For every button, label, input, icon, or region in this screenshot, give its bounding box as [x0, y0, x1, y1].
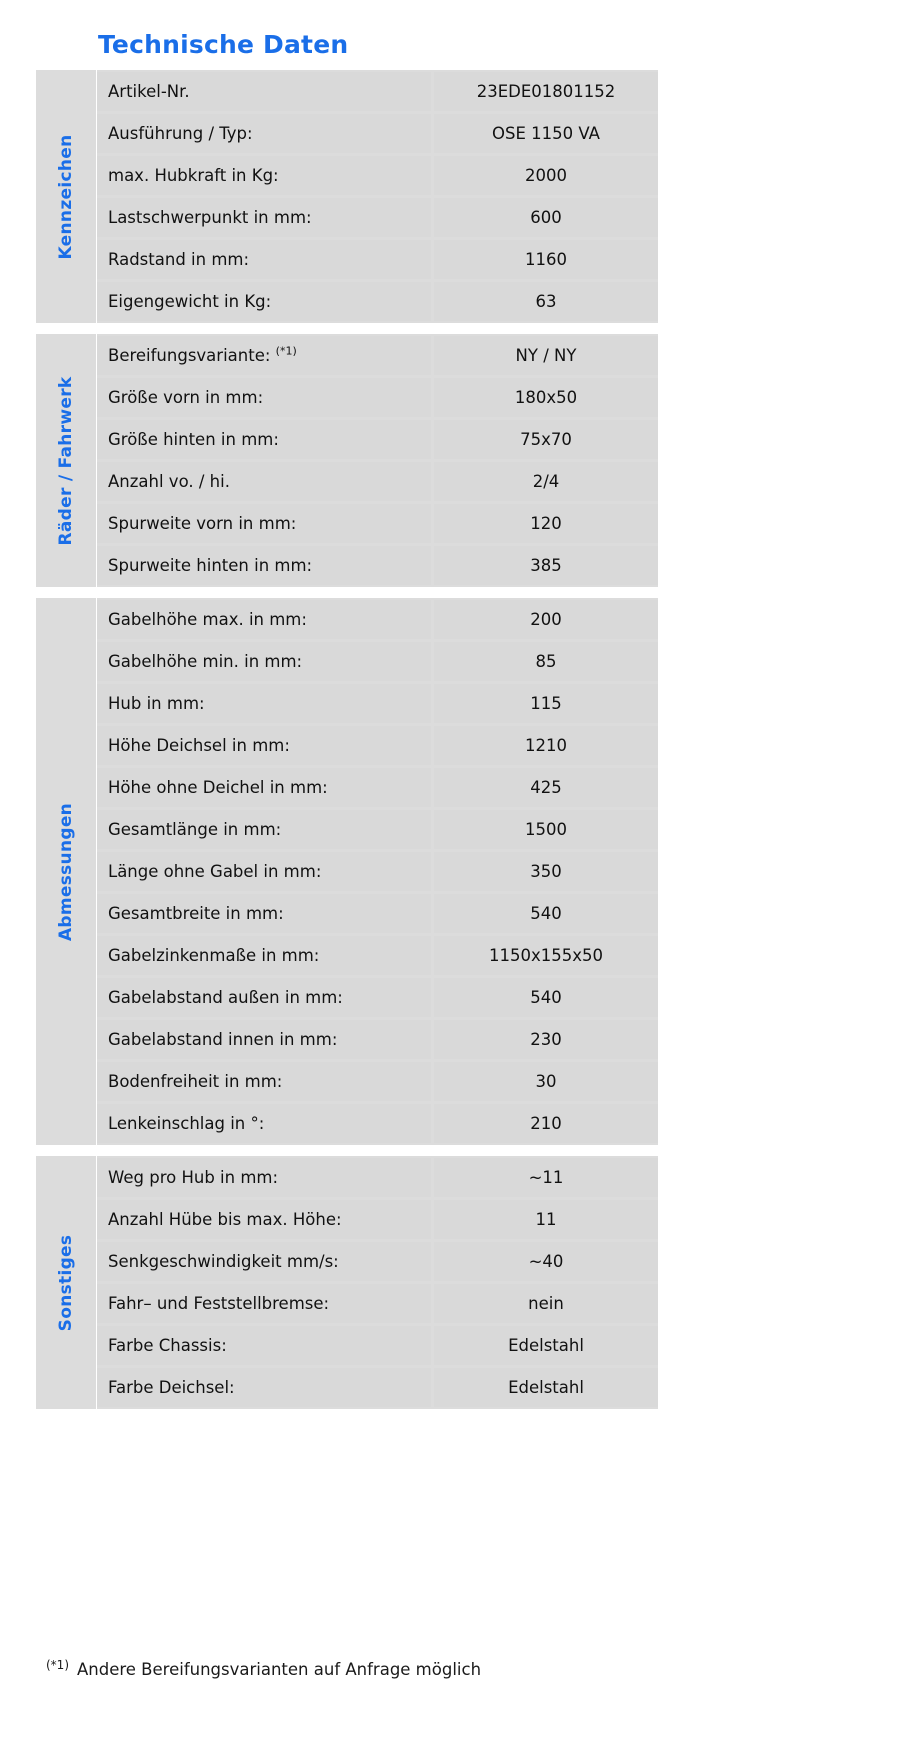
- row-value: 180x50: [434, 378, 658, 417]
- table-row: [97, 1104, 658, 1143]
- row-label-text: Hub in mm:: [108, 694, 205, 713]
- row-label-text: Fahr– und Feststellbremse:: [108, 1294, 330, 1313]
- spec-section: [36, 70, 658, 323]
- row-label-text: Gabelabstand innen in mm:: [108, 1030, 338, 1049]
- row-value: 30: [434, 1062, 658, 1101]
- row-label: [97, 336, 431, 375]
- row-value: 2000: [434, 156, 658, 195]
- table-row: [97, 852, 658, 891]
- row-value: 1210: [434, 726, 658, 765]
- row-label-text: Bodenfreiheit in mm:: [108, 1072, 283, 1091]
- row-value: 200: [434, 600, 658, 639]
- row-value: 115: [434, 684, 658, 723]
- section-rows: [97, 70, 658, 323]
- row-label-text: Größe hinten in mm:: [108, 430, 279, 449]
- section-category-label: Kennzeichen: [56, 134, 76, 259]
- table-row: [97, 1368, 658, 1407]
- row-value: 85: [434, 642, 658, 681]
- row-value: 1160: [434, 240, 658, 279]
- table-row: [97, 240, 658, 279]
- row-label: [97, 198, 431, 237]
- row-label-text: Spurweite hinten in mm:: [108, 556, 313, 575]
- table-row: [97, 336, 658, 375]
- row-value: 540: [434, 978, 658, 1017]
- row-label-text: Gesamtlänge in mm:: [108, 820, 282, 839]
- row-value: 350: [434, 852, 658, 891]
- row-label: [97, 894, 431, 933]
- row-label: [97, 1326, 431, 1365]
- row-label: [97, 462, 431, 501]
- table-row: [97, 282, 658, 321]
- row-label: [97, 1104, 431, 1143]
- row-label-text: Farbe Deichsel:: [108, 1378, 235, 1397]
- row-label: [97, 378, 431, 417]
- row-value: ~40: [434, 1242, 658, 1281]
- table-row: [97, 462, 658, 501]
- row-label-text: Gabelabstand außen in mm:: [108, 988, 343, 1007]
- row-label-text: Gabelhöhe max. in mm:: [108, 610, 307, 629]
- table-row: [97, 546, 658, 585]
- row-label: [97, 684, 431, 723]
- table-row: [97, 894, 658, 933]
- row-value: 23EDE01801152: [434, 72, 658, 111]
- row-value: ~11: [434, 1158, 658, 1197]
- page-title: Technische Daten: [98, 30, 349, 59]
- footnote-marker: (*1): [46, 1657, 69, 1672]
- row-label: [97, 852, 431, 891]
- row-label: [97, 1020, 431, 1059]
- row-value: 540: [434, 894, 658, 933]
- row-label: [97, 156, 431, 195]
- row-label: [97, 936, 431, 975]
- row-label-text: Artikel-Nr.: [108, 82, 190, 101]
- row-value: 425: [434, 768, 658, 807]
- section-category-label: Sonstiges: [56, 1234, 76, 1331]
- row-label: [97, 72, 431, 111]
- footnote-text: Andere Bereifungsvarianten auf Anfrage möglich: [77, 1660, 482, 1679]
- row-label: [97, 420, 431, 459]
- table-row: [97, 504, 658, 543]
- row-label-text: Höhe ohne Deichel in mm:: [108, 778, 328, 797]
- table-row: [97, 684, 658, 723]
- row-value: 63: [434, 282, 658, 321]
- row-label: [97, 1158, 431, 1197]
- row-value: 11: [434, 1200, 658, 1239]
- row-value: 1150x155x50: [434, 936, 658, 975]
- row-label-text: Gabelhöhe min. in mm:: [108, 652, 303, 671]
- row-label: [97, 768, 431, 807]
- section-category-cell: [36, 598, 97, 1145]
- table-row: [97, 810, 658, 849]
- row-label-text: max. Hubkraft in Kg:: [108, 166, 279, 185]
- section-category-cell: [36, 1156, 97, 1409]
- row-label-text: Farbe Chassis:: [108, 1336, 227, 1355]
- row-value: 230: [434, 1020, 658, 1059]
- row-label-text: Lastschwerpunkt in mm:: [108, 208, 312, 227]
- table-row: [97, 114, 658, 153]
- section-rows: [97, 334, 658, 587]
- table-row: [97, 642, 658, 681]
- section-category-cell: [36, 334, 97, 587]
- table-row: [97, 1062, 658, 1101]
- table-row: [97, 72, 658, 111]
- table-row: [97, 198, 658, 237]
- row-label-text: Höhe Deichsel in mm:: [108, 736, 290, 755]
- row-value: NY / NY: [434, 336, 658, 375]
- row-label-text: Ausführung / Typ:: [108, 124, 253, 143]
- section-category-cell: [36, 70, 97, 323]
- table-row: [97, 156, 658, 195]
- table-row: [97, 1200, 658, 1239]
- row-label: [97, 600, 431, 639]
- spec-section: [36, 334, 658, 587]
- row-label: [97, 978, 431, 1017]
- row-label-text: Bereifungsvariante:: [108, 346, 271, 365]
- row-value: OSE 1150 VA: [434, 114, 658, 153]
- row-label-text: Länge ohne Gabel in mm:: [108, 862, 322, 881]
- row-label-text: Größe vorn in mm:: [108, 388, 264, 407]
- row-value: 210: [434, 1104, 658, 1143]
- spec-section: [36, 598, 658, 1145]
- table-row: [97, 726, 658, 765]
- row-label: [97, 546, 431, 585]
- table-row: [97, 768, 658, 807]
- row-value: 2/4: [434, 462, 658, 501]
- spec-section: [36, 1156, 658, 1409]
- row-label-text: Spurweite vorn in mm:: [108, 514, 297, 533]
- row-label: [97, 1200, 431, 1239]
- row-value: 1500: [434, 810, 658, 849]
- row-label-text: Gesamtbreite in mm:: [108, 904, 284, 923]
- table-row: [97, 378, 658, 417]
- row-label-superscript: (*1): [275, 344, 297, 358]
- row-label-text: Weg pro Hub in mm:: [108, 1168, 279, 1187]
- row-label-text: Eigengewicht in Kg:: [108, 292, 272, 311]
- row-label: [97, 1242, 431, 1281]
- table-row: [97, 1242, 658, 1281]
- row-label-text: Anzahl Hübe bis max. Höhe:: [108, 1210, 342, 1229]
- table-row: [97, 1158, 658, 1197]
- section-category-label: Abmessungen: [56, 802, 76, 941]
- row-label: [97, 282, 431, 321]
- section-rows: [97, 598, 658, 1145]
- table-row: [97, 1326, 658, 1365]
- row-value: 75x70: [434, 420, 658, 459]
- specifications-table: [36, 70, 658, 1409]
- row-value: Edelstahl: [434, 1368, 658, 1407]
- row-label: [97, 114, 431, 153]
- row-label-text: Senkgeschwindigkeit mm/s:: [108, 1252, 339, 1271]
- row-label: [97, 726, 431, 765]
- row-label: [97, 504, 431, 543]
- table-row: [97, 1020, 658, 1059]
- table-row: [97, 420, 658, 459]
- row-value: 385: [434, 546, 658, 585]
- table-row: [97, 978, 658, 1017]
- table-row: [97, 936, 658, 975]
- row-label: [97, 642, 431, 681]
- row-value: Edelstahl: [434, 1326, 658, 1365]
- row-label-text: Gabelzinkenmaße in mm:: [108, 946, 320, 965]
- section-rows: [97, 1156, 658, 1409]
- row-label: [97, 1368, 431, 1407]
- table-row: [97, 1284, 658, 1323]
- row-value: 600: [434, 198, 658, 237]
- row-label-text: Anzahl vo. / hi.: [108, 472, 230, 491]
- row-label: [97, 1062, 431, 1101]
- row-value: 120: [434, 504, 658, 543]
- row-label: [97, 810, 431, 849]
- row-value: nein: [434, 1284, 658, 1323]
- row-label-text: Radstand in mm:: [108, 250, 250, 269]
- row-label: [97, 1284, 431, 1323]
- table-row: [97, 600, 658, 639]
- row-label: [97, 240, 431, 279]
- footnote: [46, 1657, 482, 1679]
- section-category-label: Räder / Fahrwerk: [56, 376, 76, 545]
- row-label-text: Lenkeinschlag in °:: [108, 1114, 265, 1133]
